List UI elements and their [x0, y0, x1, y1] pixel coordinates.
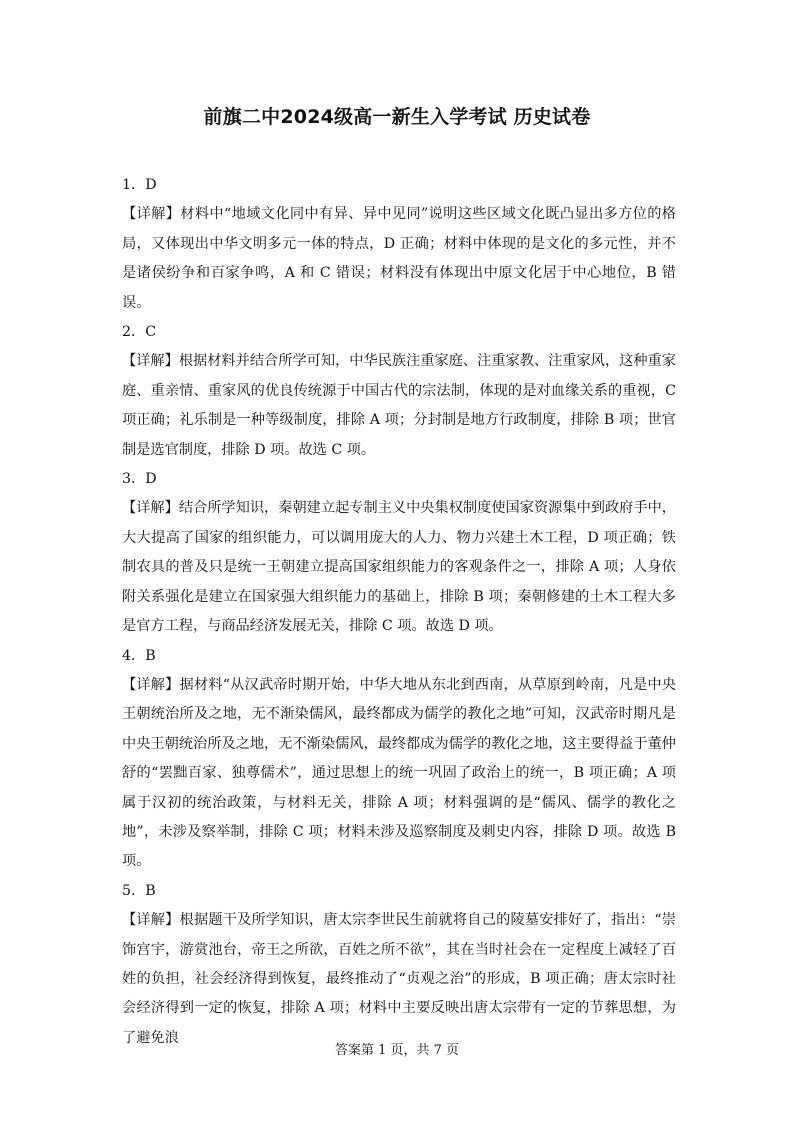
- answer-number: 4．B: [122, 647, 156, 664]
- answer-explanation: 【详解】结合所学知识，秦朝建立起专制主义中央集权制度使国家资源集中到政府手中，大大提高了国家的组织能力，可以调用庞大的人力、物力兴建土木工程，D 项正确；铁制农具的普及只是统一王朝建立提高国家组织能力的客观条件之一，排除 A 项；人身依附关系强化是建立在国家强大组织能力的基础上，排除 B 项；秦朝修建的土木工程大多是官方工程，与商品经济发展无关，排除 C 项。故选 D 项。: [122, 500, 676, 635]
- answer-list: [122, 171, 676, 1053]
- answer-explanation: 【详解】根据材料并结合所学可知，中华民族注重家庭、注重家教、注重家风，这种重家庭、重亲情、重家风的优良传统源于中国古代的宗法制，体现的是对血缘关系的重视，C 项正确；礼乐制是一种等级制度，排除 A 项；分封制是地方行政制度，排除 B 项；世官制是选官制度，排除 D 项。故选 C 项。: [122, 353, 676, 458]
- answer-number: 3．D: [122, 471, 157, 488]
- page-footer: 答案第 1 页，共 7 页: [334, 1043, 460, 1058]
- answer-explanation: 【详解】据材料“从汉武帝时期开始，中华大地从东北到西南，从草原到岭南，凡是中央王朝统治所及之地，无不渐染儒风，最终都成为儒学的教化之地”可知，汉武帝时期凡是中央王朝统治所及之地，无不渐染儒风，最终都成为儒学的教化之地，这主要得益于董仲舒的“罢黜百家、独尊儒术”，通过思想上的统一巩固了政治上的统一，B 项正确；A 项属于汉初的统治政策，与材料无关，排除 A 项；材料强调的是“儒风、儒学的教化之地”，未涉及察举制，排除 C 项；材料未涉及巡察制度及刺史内容，排除 D 项。故选 B 项。: [122, 676, 676, 870]
- answer-number: 1．D: [122, 177, 157, 193]
- answer-explanation: 【详解】根据题干及所学知识，唐太宗李世民生前就将自己的陵墓安排好了，指出：“崇饰宫宇，游赏池台，帝王之所欲，百姓之所不欲”，其在当时社会在一定程度上减轻了百姓的负担，社会经济得到恢复，最终推动了“贞观之治”的形成，B 项正确；唐太宗时社会经济得到一定的恢复，排除 A 项；材料中主要反映出唐太宗带有一定的节葬思想，为了避免浪: [122, 912, 676, 1046]
- answer-number: 5．B: [122, 882, 156, 899]
- answer-explanation: 【详解】材料中“地域文化同中有异、异中见同”说明这些区域文化既凸显出多方位的格局，又体现出中华文明多元一体的特点，D 正确；材料中体现的是文化的多元性，并不是诸侯纷争和百家争鸣，A 和 C 错误；材料没有体现出中原文化居于中心地位，B 错误。: [122, 206, 676, 311]
- page-title: 前旗二中2024级高一新生入学考试 历史试卷: [203, 106, 591, 128]
- answer-number: 2．C: [122, 324, 157, 341]
